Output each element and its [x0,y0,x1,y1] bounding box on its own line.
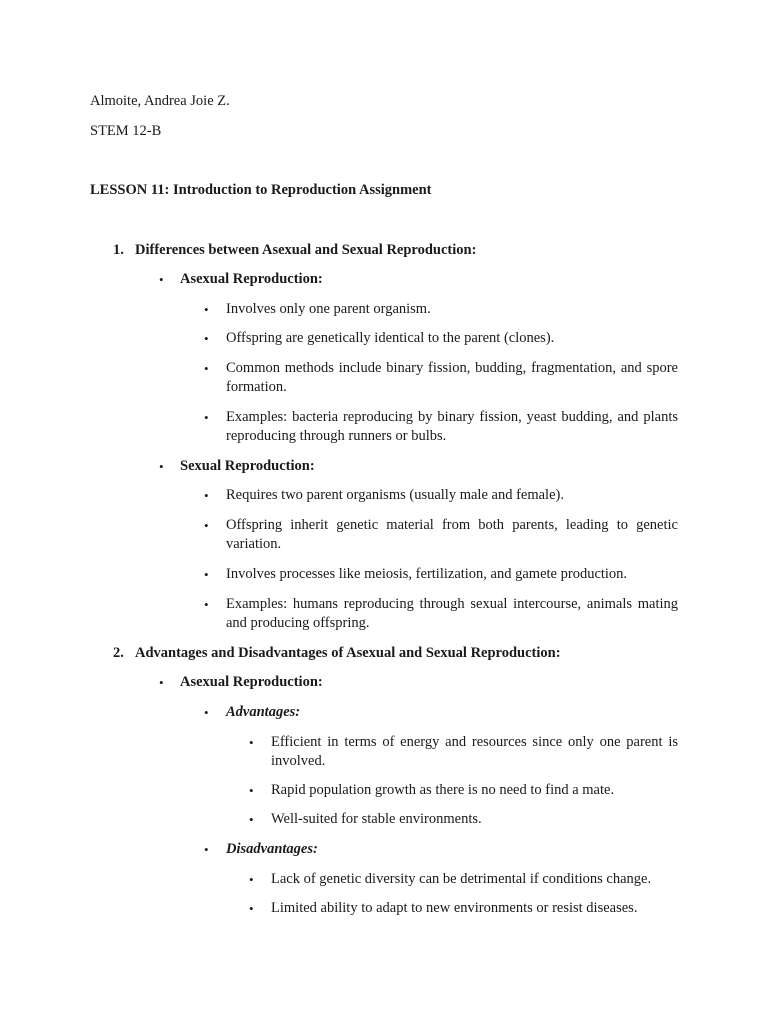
bullet-icon: • [204,361,209,376]
list-item: Requires two parent organisms (usually male and female). [226,487,564,503]
bullet-icon: • [204,302,209,317]
list-item: Offspring are genetically identical to the parent (clones). [226,330,555,346]
bullet-icon: • [204,567,209,582]
bullet-icon: • [204,488,209,503]
list-item: Involves only one parent organism. [226,301,431,317]
sexual-heading: Sexual Reproduction: [180,458,315,474]
bullet-icon: • [249,735,254,750]
bullet-icon: • [204,518,209,533]
list-item: Well-suited for stable environments. [271,811,482,827]
bullet-icon: • [249,901,254,916]
lesson-title: LESSON 11: Introduction to Reproduction Assignment [90,182,432,198]
asexual-heading-2: Asexual Reproduction: [180,674,323,690]
student-name: Almoite, Andrea Joie Z. [90,93,230,109]
bullet-icon: • [249,872,254,887]
list-item: Common methods include binary fission, budding, fragmentation, and spore formation. [226,360,678,395]
bullet-icon: • [249,812,254,827]
list-item: Rapid population growth as there is no need to find a mate. [271,782,615,798]
advantages-heading: Advantages: [226,704,301,720]
list-item: Limited ability to adapt to new environments or resist diseases. [271,900,638,916]
bullet-icon: • [204,597,209,612]
question-1-title: Differences between Asexual and Sexual Reproduction: [135,242,477,258]
student-section: STEM 12-B [90,123,162,139]
disadvantages-heading: Disadvantages: [226,841,318,857]
bullet-icon: • [204,331,209,346]
question-2-title: Advantages and Disadvantages of Asexual and Sexual Reproduction: [135,645,561,661]
bullet-icon: • [204,410,209,425]
bullet-icon: • [204,705,209,720]
bullet-icon: • [159,459,164,474]
question-1-number: 1. [113,242,124,258]
asexual-heading: Asexual Reproduction: [180,271,323,287]
list-item: Examples: bacteria reproducing by binary fission, yeast budding, and plants reproducing through runners or bulbs. [226,409,678,444]
bullet-icon: • [249,783,254,798]
list-item: Lack of genetic diversity can be detrimental if conditions change. [271,871,652,887]
question-2-number: 2. [113,645,124,661]
list-item: Offspring inherit genetic material from both parents, leading to genetic variation. [226,517,678,552]
list-item: Efficient in terms of energy and resources since only one parent is involved. [271,734,678,769]
list-item: Examples: humans reproducing through sexual intercourse, animals mating and producing offspring. [226,596,678,631]
bullet-icon: • [204,842,209,857]
list-item: Involves processes like meiosis, fertilization, and gamete production. [226,566,628,582]
bullet-icon: • [159,675,164,690]
bullet-icon: • [159,272,164,287]
